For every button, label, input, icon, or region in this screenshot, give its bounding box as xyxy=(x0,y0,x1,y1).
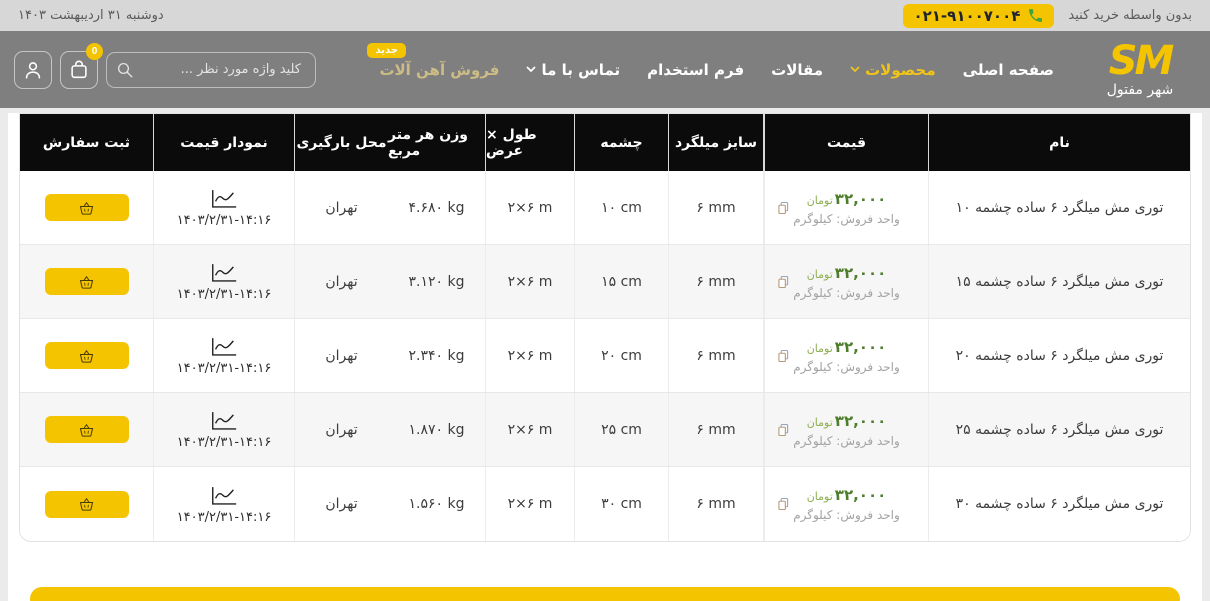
menu-label: صفحه اصلی xyxy=(962,60,1054,79)
chevron-down-icon xyxy=(526,66,536,73)
cart-button[interactable] xyxy=(60,45,98,89)
price-currency: تومان xyxy=(806,341,833,355)
price-cell xyxy=(764,393,928,466)
price-currency: تومان xyxy=(806,415,833,429)
copy-icon[interactable] xyxy=(778,201,789,214)
chart-date: ۱۴۰۳/۲/۳۱-۱۴:۱۶ xyxy=(176,361,272,376)
mesh-cell: ۲۵ cm xyxy=(575,393,669,466)
phone-number: ۰۲۱-۹۱۰۰۷۰۰۴ xyxy=(913,6,1021,25)
chart-date: ۱۴۰۳/۲/۳۱-۱۴:۱۶ xyxy=(176,435,272,450)
table-header-row xyxy=(20,114,1190,171)
order-button[interactable] xyxy=(45,342,129,369)
product-name-link[interactable]: توری مش میلگرد ۶ ساده چشمه ۲۰ xyxy=(928,319,1190,392)
price-value: ۳۲,۰۰۰ xyxy=(834,263,887,282)
weight-cell: ۲.۳۴۰ kg xyxy=(388,319,486,392)
search-input[interactable] xyxy=(106,52,316,88)
new-badge: جدید xyxy=(367,43,406,58)
header-location: محل بارگیری xyxy=(294,114,388,171)
price-cell xyxy=(764,245,928,318)
order-cell xyxy=(20,319,153,392)
search-icon[interactable] xyxy=(116,61,134,79)
price-currency: تومان xyxy=(806,490,833,503)
price-table xyxy=(19,113,1191,542)
location-cell: تهران xyxy=(294,393,388,466)
mesh-cell: ۱۰ cm xyxy=(575,171,669,244)
mesh-cell: ۱۵ cm xyxy=(575,245,669,318)
main-menu xyxy=(375,44,1054,79)
sale-unit-label: واحد فروش: کیلوگرم xyxy=(793,433,900,448)
location-cell: تهران xyxy=(294,467,388,541)
table-row xyxy=(20,171,1190,245)
dimensions-cell: ۲×۶ m xyxy=(486,393,575,466)
shopping-bag-icon xyxy=(68,59,90,81)
chart-date: ۱۴۰۳/۲/۳۱-۱۴:۱۶ xyxy=(176,213,272,228)
price-cell xyxy=(764,467,928,541)
price-currency: تومان xyxy=(806,193,833,207)
dimensions-cell: ۲×۶ m xyxy=(486,171,575,244)
header-price-chart: نمودار قیمت xyxy=(153,114,294,171)
price-currency: تومان xyxy=(806,267,833,281)
price-chart-icon[interactable] xyxy=(209,409,239,432)
sale-unit-label: واحد فروش: کیلوگرم xyxy=(793,211,900,226)
header-dimensions: طول × عرض xyxy=(486,114,575,171)
rebar-size-cell: ۶ mm xyxy=(669,245,764,318)
basket-icon xyxy=(79,349,94,363)
weight-cell: ۱.۸۷۰ kg xyxy=(388,393,486,466)
order-button[interactable] xyxy=(45,416,129,443)
menu-item-home[interactable] xyxy=(963,61,1054,79)
weight-cell: ۳.۱۲۰ kg xyxy=(388,245,486,318)
price-line xyxy=(807,486,887,504)
chart-cell xyxy=(153,393,294,466)
menu-item-articles[interactable] xyxy=(771,61,823,79)
header-mesh: چشمه xyxy=(575,114,669,171)
price-cell xyxy=(764,171,928,244)
price-chart-icon[interactable] xyxy=(209,335,239,358)
order-cell xyxy=(20,245,153,318)
menu-label: فرم استخدام xyxy=(647,60,745,79)
basket-icon xyxy=(79,201,94,215)
menu-label: مقالات xyxy=(771,60,824,79)
basket-icon xyxy=(79,423,94,437)
menu-item-employment-form[interactable] xyxy=(647,61,744,79)
copy-icon[interactable] xyxy=(778,349,789,362)
rebar-size-cell: ۶ mm xyxy=(669,393,764,466)
price-chart-icon[interactable] xyxy=(209,484,239,507)
price-line xyxy=(807,190,887,208)
tagline-text: بدون واسطه خرید کنید xyxy=(1068,8,1192,23)
menu-label: تماس با ما xyxy=(541,60,621,79)
header-name: نام xyxy=(928,114,1190,171)
header-price: قیمت xyxy=(764,114,928,171)
mesh-cell: ۳۰ cm xyxy=(575,467,669,541)
price-line xyxy=(807,412,887,430)
product-name-link[interactable]: توری مش میلگرد ۶ ساده چشمه ۱۵ xyxy=(928,245,1190,318)
product-name-link[interactable]: توری مش میلگرد ۶ ساده چشمه ۲۵ xyxy=(928,393,1190,466)
chart-date: ۱۴۰۳/۲/۳۱-۱۴:۱۶ xyxy=(176,509,272,525)
price-value: ۳۲,۰۰۰ xyxy=(834,189,887,208)
copy-icon[interactable] xyxy=(778,275,789,288)
sale-unit-label: واحد فروش: کیلوگرم xyxy=(793,359,900,374)
chart-cell xyxy=(153,171,294,244)
price-value: ۳۲,۰۰۰ xyxy=(834,486,887,504)
mesh-cell: ۲۰ cm xyxy=(575,319,669,392)
price-line xyxy=(807,264,887,282)
date-display: دوشنبه ۳۱ اردیبهشت ۱۴۰۳ xyxy=(18,8,164,23)
phone-badge[interactable] xyxy=(903,4,1054,28)
header-order: ثبت سفارش xyxy=(42,134,131,151)
menu-label: فروش آهن آلات xyxy=(379,60,500,79)
basket-icon xyxy=(79,497,94,511)
brand-logo-text: SM xyxy=(1108,37,1172,84)
product-name-link[interactable]: توری مش میلگرد ۶ ساده چشمه ۳۰ xyxy=(928,467,1190,541)
location-cell: تهران xyxy=(294,171,388,244)
menu-item-products[interactable] xyxy=(850,61,936,79)
table-row xyxy=(20,467,1190,541)
order-button[interactable] xyxy=(45,491,129,518)
rebar-size-cell: ۶ mm xyxy=(669,319,764,392)
copy-icon[interactable] xyxy=(778,498,789,511)
chart-cell xyxy=(153,319,294,392)
price-line xyxy=(807,338,887,356)
product-name-link[interactable]: توری مش میلگرد ۶ ساده چشمه ۱۰ xyxy=(928,171,1190,244)
chart-cell xyxy=(153,245,294,318)
chevron-down-icon xyxy=(850,66,860,73)
dimensions-cell: ۲×۶ m xyxy=(486,467,575,541)
dimensions-cell: ۲×۶ m xyxy=(486,319,575,392)
topbar-contact xyxy=(903,4,1192,28)
price-chart-icon[interactable] xyxy=(209,261,239,284)
menu-label: محصولات xyxy=(865,60,936,79)
bottom-yellow-bar xyxy=(30,587,1180,601)
table-row xyxy=(20,319,1190,393)
table-body xyxy=(20,171,1190,541)
order-button[interactable] xyxy=(45,194,129,221)
location-cell: تهران xyxy=(294,245,388,318)
brand-logo[interactable] xyxy=(1084,37,1196,98)
main-content xyxy=(8,113,1202,601)
dimensions-cell: ۲×۶ m xyxy=(486,245,575,318)
basket-icon xyxy=(79,275,94,289)
table-row xyxy=(20,245,1190,319)
top-strip xyxy=(0,0,1210,31)
order-cell xyxy=(20,171,153,244)
order-cell xyxy=(20,393,153,466)
price-cell xyxy=(764,319,928,392)
user-icon xyxy=(22,59,44,81)
order-button[interactable] xyxy=(45,268,129,295)
brand-name: شهر مفتول xyxy=(1106,81,1174,98)
header-weight: وزن هر متر مربع xyxy=(388,114,486,171)
weight-cell: ۴.۶۸۰ kg xyxy=(388,171,486,244)
nav-utilities xyxy=(14,45,316,89)
weight-cell: ۱.۵۶۰ kg xyxy=(388,467,486,541)
table-row xyxy=(20,393,1190,467)
sale-unit-label: واحد فروش: کیلوگرم xyxy=(793,285,900,300)
chart-cell xyxy=(153,467,294,541)
search-box xyxy=(106,52,316,88)
phone-icon xyxy=(1027,7,1044,24)
location-cell: تهران xyxy=(294,319,388,392)
header-rebar-size: سایز میلگرد xyxy=(669,114,764,171)
menu-item-contact-us[interactable] xyxy=(526,61,620,79)
menu-item-iron-sales[interactable] xyxy=(375,44,500,79)
price-value: ۳۲,۰۰۰ xyxy=(834,411,887,430)
sale-unit-label: واحد فروش: کیلوگرم xyxy=(793,508,900,522)
rebar-size-cell: ۶ mm xyxy=(669,467,764,541)
price-chart-icon[interactable] xyxy=(209,187,239,210)
rebar-size-cell: ۶ mm xyxy=(669,171,764,244)
navbar xyxy=(0,31,1210,108)
copy-icon[interactable] xyxy=(778,423,789,436)
order-cell xyxy=(20,467,153,541)
user-account-button[interactable] xyxy=(14,51,52,89)
cart-count-badge: 0 xyxy=(86,43,103,60)
chart-date: ۱۴۰۳/۲/۳۱-۱۴:۱۶ xyxy=(176,287,272,302)
price-value: ۳۲,۰۰۰ xyxy=(834,337,887,356)
